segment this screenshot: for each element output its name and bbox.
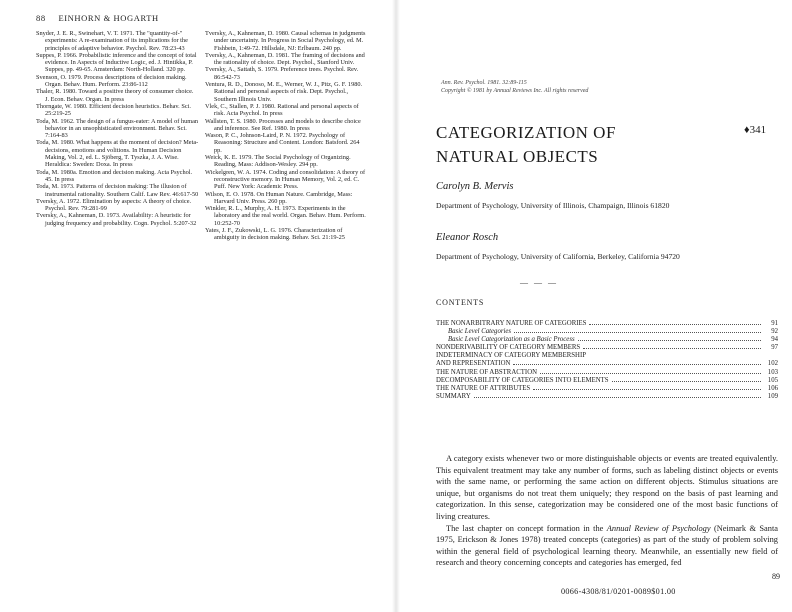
reference-entry: Thorngate, W. 1980. Efficient decision heuristics. Behav. Sci. 25:219-25 [36, 102, 191, 118]
reference-entry: Tversky, A., Kahneman, D. 1981. The framing of decisions and the rationality of choice. Dept. Psychol., Stanford Univ. [205, 51, 365, 67]
reference-entry: Tversky, A., Sattath, S. 1979. Preference trees. Psychol. Rev. 86:542-73 [205, 66, 359, 81]
separator: — — — [520, 278, 558, 287]
reference-entry: Tversky, A., Kahneman, D. 1980. Causal schemas in judgments under uncertainty. In Progress in Social Psychology, ed. M. Fishbein, 1:49-72. Hillsdale, NJ: Erlbaum. 240 pp. [205, 30, 366, 52]
paragraph-2 [436, 523, 778, 569]
reference-entry: Tversky, A. 1972. Elimination by aspects: A theory of choice. Psychol. Rev. 79:281-99 [36, 197, 192, 213]
reference-entry: Svenson, O. 1979. Process descriptions of decision making. Organ. Behav. Hum. Perform. 23:86-112 [36, 73, 187, 89]
toc-leader [612, 381, 761, 382]
reference-entry: Ventura, R. D., Donoso, M. E., Werner, W. J., Pitz, G. F. 1980. Rational and personal aspects of risk. Dept. Psychol., Southern Illinois Univ. [205, 81, 363, 103]
toc-entry [436, 360, 778, 368]
reference-entry: Tversky, A., Kahneman, D. 1973. Availability: A heuristic for judging frequency and probability. Cogn. Psychol. 5:207-32 [36, 212, 197, 227]
toc-leader [533, 389, 761, 390]
reference-entry: Vlek, C., Stallen, P. J. 1980. Rational and personal aspects of risk. Acta Psychol. In press [205, 102, 359, 118]
toc-entry-page: 103 [767, 368, 778, 376]
copyright-line: Copyright © 1981 by Annual Reviews Inc. All rights reserved [441, 87, 589, 94]
references-column-1 [36, 30, 199, 227]
reference-entry: Toda, M. 1973. Patterns of decision making: The illusion of instrumental rationality. Southern Calif. Law Rev. 46:617-50 [36, 183, 199, 198]
title-line-2: NATURAL OBJECTS [436, 147, 599, 166]
reference-entry: Snyder, J. E. R., Swinehart, V. T. 1971. The "quantity-of-" experiments: A re-examination of its implications for the principles of adaptive behavior. Psychol. Rev. 78:23-43 [36, 30, 188, 52]
toc-entry [436, 344, 778, 352]
running-head-text: EINHORN & HOGARTH [58, 13, 159, 23]
paragraph-1: A category exists whenever two or more distinguishable objects or events are treated equivalently. This equivalent treatment may take any number of forms, such as labeling distinct objects or events with the same name, or performing the same action on different objects. Stimulus situations are unique, but organisms do not treat them uniquely; they respond on the basis of past learning and categorization. In this sense, categorization may be considered one of the most basic functions of living creatures. [436, 454, 778, 521]
reference-entry: Wallsten, T. S. 1980. Processes and models to describe choice and inference. See Ref. 1980. In press [205, 117, 361, 132]
toc-entry-title: THE NATURE OF ABSTRACTION [436, 368, 538, 376]
journal-name: Annual Review of Psychology [606, 523, 711, 533]
toc-entry-title: INDETERMINACY OF CATEGORY MEMBERSHIP [436, 352, 586, 360]
reference-entry: Yates, J. F., Zukowski, L. G. 1976. Characterization of ambiguity in decision making. Behav. Sci. 21:19-25 [205, 227, 345, 242]
toc-entry [436, 352, 778, 360]
toc-entry-title: THE NATURE OF ATTRIBUTES [436, 384, 531, 392]
toc-leader [474, 397, 761, 398]
reference-entry: Wason, P. C., Johnson-Laird, P. N. 1972. Psychology of Reasoning: Structure and Content. London: Batsford. 264 pp. [205, 132, 360, 154]
author-1: Carolyn B. Mervis [436, 181, 514, 192]
toc-entry-page: 109 [767, 392, 778, 400]
reference-entry: Toda, M. 1980. What happens at the moment of decision? Meta-decisions, emotions and volitions. In Human Decision Making, Vol. 2, ed. L. Sjöberg, T. Tyszka, J. A. Wise. Heraldica: Sweden: Doxa. In press [36, 139, 199, 169]
toc-leader [589, 324, 761, 325]
toc-entry-page: 97 [771, 344, 778, 352]
toc-leader [583, 348, 761, 349]
citation-line: Ann. Rev. Psychol. 1981. 32:89-115 [441, 80, 527, 86]
toc-entry-page: 102 [767, 360, 778, 368]
reference-entry: Wickelgren, W. A. 1974. Coding and consolidation: A theory of reconstructive memory. In Human Memory, Vol. 2, ed. C. Puff. New York: Academic Press. [205, 168, 366, 191]
toc-entry [436, 393, 778, 401]
toc-entry-page: 106 [767, 384, 778, 392]
issn-line: 0066-4308/81/0201-0089$01.00 [561, 587, 676, 596]
title-line-1: CATEGORIZATION OF [436, 123, 616, 142]
reference-entry: Toda, M. 1962. The design of a fungus-eater: A model of human behavior in an unsophisticated environment. Behav. Sci. 7:164-83 [36, 117, 199, 140]
author-2: Eleanor Rosch [436, 232, 499, 243]
reference-entry: Suppes, P. 1966. Probabilistic inference and the concept of total evidence. In Aspects of Inductive Logic, ed. J. Hintikka, P. Suppes, pp. 49-65. Amsterdam: North-Holland. 320 pp. [36, 51, 197, 74]
toc-entry [436, 320, 778, 328]
toc-entry-title: DECOMPOSABILITY OF CATEGORIES INTO ELEMENTS [436, 376, 609, 384]
catalog-number: ♦341 [744, 124, 767, 136]
toc-entry-page: 105 [767, 376, 778, 384]
toc-leader [513, 364, 761, 365]
article-title [436, 121, 616, 169]
reference-entry: Wilson, E. O. 1978. On Human Nature. Cambridge, Mass: Harvard Univ. Press. 260 pp. [205, 190, 353, 205]
reference-entry: Thaler, R. 1980. Toward a positive theory of consumer choice. J. Econ. Behav. Organ. In press [36, 88, 194, 103]
body-text [436, 453, 778, 569]
contents-heading: CONTENTS [436, 298, 485, 307]
toc-entry [436, 328, 778, 336]
toc-entry [436, 385, 778, 393]
journal-citation [441, 80, 588, 95]
page-number: 89 [772, 572, 780, 581]
toc-entry-title: Basic Level Categorization as a Basic Process [448, 336, 575, 344]
toc-entry-title: AND REPRESENTATION [436, 360, 511, 368]
toc-leader [578, 340, 761, 341]
toc-entry [436, 336, 778, 344]
toc-leader [540, 373, 761, 374]
affiliation-1: Department of Psychology, University of Illinois, Champaign, Illinois 61820 [436, 201, 670, 210]
toc-entry [436, 377, 778, 385]
reference-entry: Toda, M. 1980a. Emotion and decision making. Acta Psychol. 45. In press [36, 168, 193, 183]
toc-entry-title: THE NONARBITRARY NATURE OF CATEGORIES [436, 320, 587, 327]
affiliation-2: Department of Psychology, University of California, Berkeley, California 94720 [436, 252, 680, 261]
toc-entry-page: 91 [771, 320, 778, 327]
toc-entry-page: 92 [771, 328, 778, 336]
table-of-contents [436, 320, 778, 401]
paragraph-2-start: The last chapter on concept formation in the [446, 523, 607, 533]
toc-entry-title: NONDERIVABILITY OF CATEGORY MEMBERS [436, 344, 581, 352]
reference-entry: Weick, K. E. 1979. The Social Psychology of Organizing. Reading, Mass: Addison-Wesley. 294 pp. [205, 154, 351, 169]
page-number: 88 [36, 13, 46, 23]
right-page [396, 0, 792, 612]
paragraph-2-rest: (Neimark & Santa 1975, Erickson & Jones 1978) treated concepts (categories) as part of the study of problem solving within the general field of psychological learning theory. Meanwhile, an essentially new field of research and theory concerning concepts and categories has emerged, fed [436, 523, 778, 568]
toc-entry [436, 369, 778, 377]
running-head [36, 13, 159, 23]
toc-leader [514, 332, 761, 333]
reference-entry: Winkler, R. L., Murphy, A. H. 1973. Experiments in the laboratory and the real world. Organ. Behav. Hum. Perform. 10:252-70 [205, 205, 366, 227]
toc-entry-title: Basic Level Categories [448, 328, 512, 336]
toc-entry-page: 94 [771, 336, 778, 344]
references-column-2 [205, 30, 368, 242]
toc-entry-title: SUMMARY [436, 392, 471, 400]
